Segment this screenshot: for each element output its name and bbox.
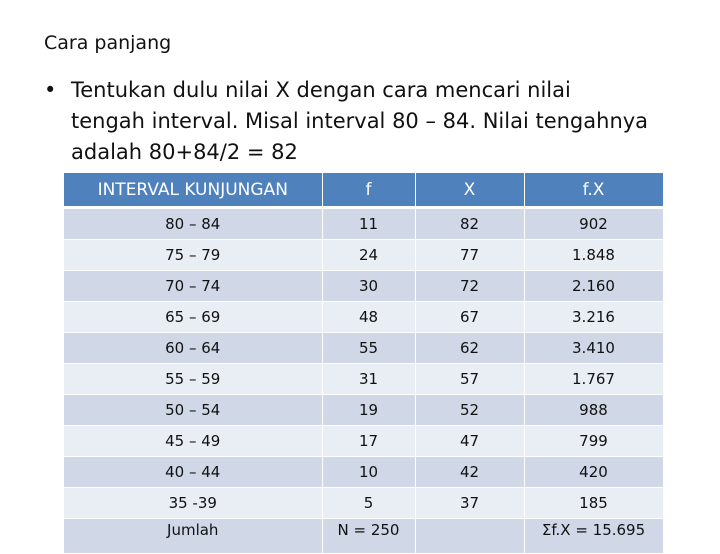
- cell-f: 31: [322, 364, 415, 395]
- cell-interval: 70 – 74: [64, 271, 322, 302]
- header-interval: INTERVAL KUNJUNGAN: [64, 173, 322, 208]
- bullet-line: Tentukan dulu nilai X dengan cara mencari nilai: [71, 78, 571, 102]
- cell-x: 62: [415, 333, 524, 364]
- table-row: [64, 271, 663, 302]
- table-row: [64, 426, 663, 457]
- cell-fx: 2.160: [524, 271, 663, 302]
- cell-fx: 3.216: [524, 302, 663, 333]
- cell-x: 57: [415, 364, 524, 395]
- cell-interval: 55 – 59: [64, 364, 322, 395]
- cell-x: 72: [415, 271, 524, 302]
- cell-f: 30: [322, 271, 415, 302]
- bullet-line: tengah interval. Misal interval 80 – 84. Nilai tengahnya: [71, 109, 649, 133]
- cell-x: 47: [415, 426, 524, 457]
- cell-f: 24: [322, 240, 415, 271]
- table-header-row: [64, 173, 663, 208]
- cell-x: 82: [415, 208, 524, 240]
- cell-f: 55: [322, 333, 415, 364]
- bullet-marker: •: [44, 78, 57, 102]
- cell-f: 48: [322, 302, 415, 333]
- cell-f: 11: [322, 208, 415, 240]
- header-x: X: [415, 173, 524, 208]
- cell-interval: 65 – 69: [64, 302, 322, 333]
- table-row: [64, 488, 663, 519]
- cell-fx: 1.848: [524, 240, 663, 271]
- cell-fx: 185: [524, 488, 663, 519]
- cell-f: 10: [322, 457, 415, 488]
- bullet-line: adalah 80+84/2 = 82: [71, 140, 298, 164]
- cell-interval: 50 – 54: [64, 395, 322, 426]
- cell-x: 52: [415, 395, 524, 426]
- total-row: [64, 519, 663, 554]
- header-fx: f.X: [524, 173, 663, 208]
- cell-fx: 799: [524, 426, 663, 457]
- total-fx: Σf.X = 15.695: [524, 519, 663, 554]
- cell-interval: 40 – 44: [64, 457, 322, 488]
- cell-x: 37: [415, 488, 524, 519]
- cell-fx: 3.410: [524, 333, 663, 364]
- table-row: [64, 208, 663, 240]
- cell-x: 67: [415, 302, 524, 333]
- total-label: Jumlah: [64, 519, 322, 554]
- table-row: [64, 240, 663, 271]
- cell-x: 42: [415, 457, 524, 488]
- cell-x: 77: [415, 240, 524, 271]
- cell-f: 17: [322, 426, 415, 457]
- header-f: f: [322, 173, 415, 208]
- table-row: [64, 302, 663, 333]
- table-row: [64, 364, 663, 395]
- cell-interval: 60 – 64: [64, 333, 322, 364]
- table-row: [64, 457, 663, 488]
- total-n: N = 250: [322, 519, 415, 554]
- frequency-table: [64, 173, 664, 554]
- slide-title: Cara panjang: [44, 32, 172, 54]
- cell-f: 5: [322, 488, 415, 519]
- cell-fx: 1.767: [524, 364, 663, 395]
- table-row: [64, 333, 663, 364]
- cell-interval: 75 – 79: [64, 240, 322, 271]
- cell-interval: 80 – 84: [64, 208, 322, 240]
- cell-fx: 420: [524, 457, 663, 488]
- total-x: [415, 519, 524, 554]
- cell-interval: 35 -39: [64, 488, 322, 519]
- cell-fx: 988: [524, 395, 663, 426]
- bullet-text: [71, 75, 720, 168]
- table-row: [64, 395, 663, 426]
- cell-interval: 45 – 49: [64, 426, 322, 457]
- cell-fx: 902: [524, 208, 663, 240]
- cell-f: 19: [322, 395, 415, 426]
